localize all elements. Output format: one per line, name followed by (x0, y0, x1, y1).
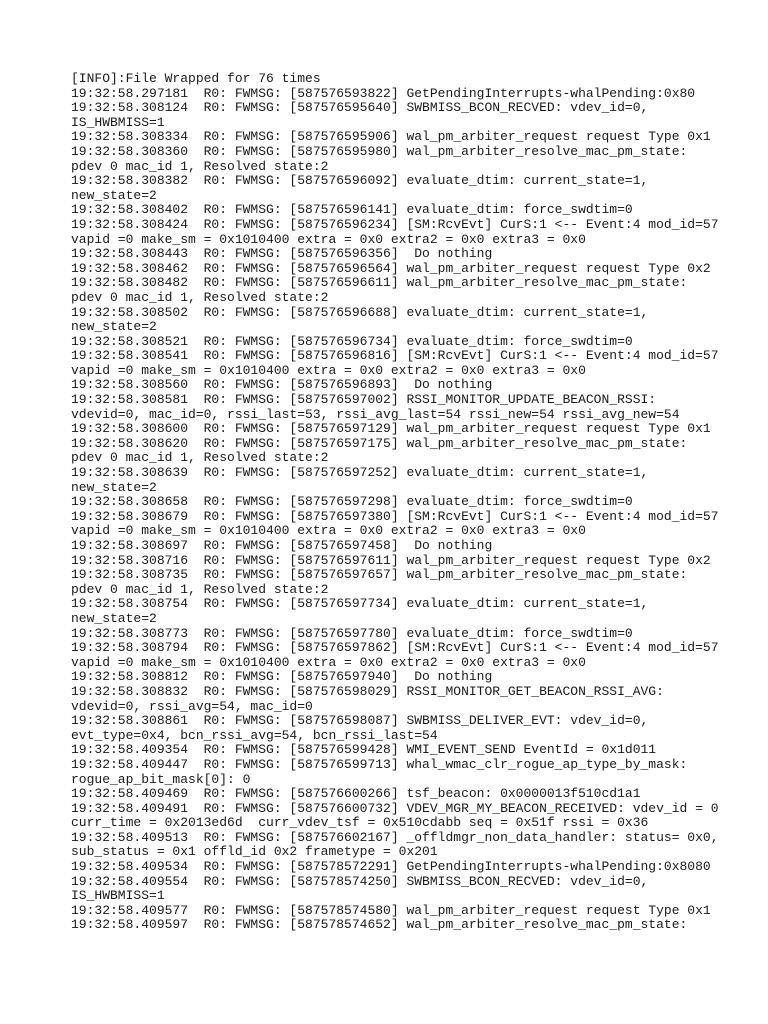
log-line: vapid =0 make_sm = 0x1010400 extra = 0x0 extra2 = 0x0 extra3 = 0x0 (71, 523, 586, 539)
log-line: vapid =0 make_sm = 0x1010400 extra = 0x0 extra2 = 0x0 extra3 = 0x0 (71, 231, 586, 247)
log-line: vdevid=0, rssi_avg=54, mac_id=0 (71, 698, 313, 714)
log-line: vdevid=0, mac_id=0, rssi_last=53, rssi_avg_last=54 rssi_new=54 rssi_avg_new=54 (71, 406, 680, 422)
log-line: vapid =0 make_sm = 0x1010400 extra = 0x0 extra2 = 0x0 extra3 = 0x0 (71, 654, 586, 670)
log-line: 19:32:58.308334 R0: FWMSG: [587576595906] wal_pm_arbiter_request request Type 0x1 (71, 129, 711, 145)
log-line: 19:32:58.308620 R0: FWMSG: [587576597175] wal_pm_arbiter_resolve_mac_pm_state: (71, 435, 688, 451)
log-line: pdev 0 mac_id 1, Resolved state:2 (71, 581, 329, 597)
log-line: 19:32:58.409577 R0: FWMSG: [587578574580] wal_pm_arbiter_request request Type 0x1 (71, 902, 711, 918)
log-line: 19:32:58.308861 R0: FWMSG: [587576598087] SWBMISS_DELIVER_EVT: vdev_id=0, (71, 713, 649, 729)
log-line: 19:32:58.308658 R0: FWMSG: [587576597298] evaluate_dtim: force_swdtim=0 (71, 494, 633, 510)
log-line: IS_HWBMISS=1 (71, 114, 165, 130)
log-line: pdev 0 mac_id 1, Resolved state:2 (71, 450, 329, 466)
log-line: 19:32:58.308521 R0: FWMSG: [587576596734] evaluate_dtim: force_swdtim=0 (71, 333, 633, 349)
log-line: 19:32:58.308360 R0: FWMSG: [587576595980] wal_pm_arbiter_resolve_mac_pm_state: (71, 143, 688, 159)
log-line: IS_HWBMISS=1 (71, 888, 165, 904)
log-line: 19:32:58.409597 R0: FWMSG: [587578574652] wal_pm_arbiter_resolve_mac_pm_state: (71, 917, 688, 933)
log-line: 19:32:58.409447 R0: FWMSG: [587576599713] whal_wmac_clr_rogue_ap_type_by_mask: (71, 756, 688, 772)
log-line: new_state=2 (71, 479, 157, 495)
log-line: 19:32:58.308560 R0: FWMSG: [587576596893] Do nothing (71, 377, 493, 393)
log-line: 19:32:58.308424 R0: FWMSG: [587576596234] [SM:RcvEvt] CurS:1 <-- Event:4 mod_id=57 (71, 216, 719, 232)
log-line: 19:32:58.308124 R0: FWMSG: [587576595640] SWBMISS_BCON_RECVED: vdev_id=0, (71, 100, 649, 116)
log-line: 19:32:58.308794 R0: FWMSG: [587576597862] [SM:RcvEvt] CurS:1 <-- Event:4 mod_id=57 (71, 640, 719, 656)
log-line: new_state=2 (71, 187, 157, 203)
log-line: 19:32:58.409354 R0: FWMSG: [587576599428] WMI_EVENT_SEND EventId = 0x1d011 (71, 742, 657, 758)
log-line: 19:32:58.308716 R0: FWMSG: [587576597611] wal_pm_arbiter_request request Type 0x2 (71, 552, 711, 568)
log-line: 19:32:58.308754 R0: FWMSG: [587576597734] evaluate_dtim: current_state=1, (71, 596, 649, 612)
log-line: new_state=2 (71, 319, 157, 335)
log-line: 19:32:58.308679 R0: FWMSG: [587576597380] [SM:RcvEvt] CurS:1 <-- Event:4 mod_id=57 (71, 508, 719, 524)
log-line: 19:32:58.308639 R0: FWMSG: [587576597252] evaluate_dtim: current_state=1, (71, 465, 649, 481)
log-line: 19:32:58.308581 R0: FWMSG: [587576597002] RSSI_MONITOR_UPDATE_BEACON_RSSI: (71, 392, 657, 408)
log-line: 19:32:58.308382 R0: FWMSG: [587576596092] evaluate_dtim: current_state=1, (71, 173, 649, 189)
log-line: curr_time = 0x2013ed6d curr_vdev_tsf = 0x510cdabb seq = 0x51f rssi = 0x36 (71, 815, 649, 831)
log-line: 19:32:58.308541 R0: FWMSG: [587576596816] [SM:RcvEvt] CurS:1 <-- Event:4 mod_id=57 (71, 348, 719, 364)
log-line: 19:32:58.297181 R0: FWMSG: [587576593822] GetPendingInterrupts-whalPending:0x80 (71, 85, 696, 101)
log-view (71, 72, 731, 933)
log-line: 19:32:58.308443 R0: FWMSG: [587576596356] Do nothing (71, 246, 493, 262)
log-line: 19:32:58.409491 R0: FWMSG: [587576600732] VDEV_MGR_MY_BEACON_RECEIVED: vdev_id = 0 (71, 800, 719, 816)
log-line: 19:32:58.308482 R0: FWMSG: [587576596611] wal_pm_arbiter_resolve_mac_pm_state: (71, 275, 688, 291)
log-line: pdev 0 mac_id 1, Resolved state:2 (71, 158, 329, 174)
log-line: vapid =0 make_sm = 0x1010400 extra = 0x0 extra2 = 0x0 extra3 = 0x0 (71, 362, 586, 378)
log-line: 19:32:58.308502 R0: FWMSG: [587576596688] evaluate_dtim: current_state=1, (71, 304, 649, 320)
log-line: 19:32:58.409513 R0: FWMSG: [587576602167] _offldmgr_non_data_handler: status= 0x0, (71, 829, 719, 845)
log-line: new_state=2 (71, 610, 157, 626)
log-line: 19:32:58.308773 R0: FWMSG: [587576597780] evaluate_dtim: force_swdtim=0 (71, 625, 633, 641)
log-line: 19:32:58.409554 R0: FWMSG: [587578574250] SWBMISS_BCON_RECVED: vdev_id=0, (71, 873, 649, 889)
log-line: 19:32:58.308812 R0: FWMSG: [587576597940] Do nothing (71, 669, 493, 685)
log-line: 19:32:58.409534 R0: FWMSG: [587578572291] GetPendingInterrupts-whalPending:0x8080 (71, 859, 711, 875)
log-line: 19:32:58.308735 R0: FWMSG: [587576597657] wal_pm_arbiter_resolve_mac_pm_state: (71, 567, 688, 583)
log-line: rogue_ap_bit_mask[0]: 0 (71, 771, 251, 787)
log-line: 19:32:58.308462 R0: FWMSG: [587576596564] wal_pm_arbiter_request request Type 0x2 (71, 260, 711, 276)
log-line: 19:32:58.308697 R0: FWMSG: [587576597458] Do nothing (71, 538, 493, 553)
log-line: 19:32:58.308402 R0: FWMSG: [587576596141] evaluate_dtim: force_swdtim=0 (71, 202, 633, 218)
log-line: [INFO]:File Wrapped for 76 times (71, 71, 321, 86)
log-line: pdev 0 mac_id 1, Resolved state:2 (71, 289, 329, 305)
log-line: evt_type=0x4, bcn_rssi_avg=54, bcn_rssi_last=54 (71, 727, 438, 743)
log-line: 19:32:58.308832 R0: FWMSG: [587576598029] RSSI_MONITOR_GET_BEACON_RSSI_AVG: (71, 683, 664, 699)
log-line: 19:32:58.409469 R0: FWMSG: [587576600266] tsf_beacon: 0x0000013f510cd1a1 (71, 786, 641, 802)
log-line: 19:32:58.308600 R0: FWMSG: [587576597129] wal_pm_arbiter_request request Type 0x1 (71, 421, 711, 437)
log-line: sub_status = 0x1 offld_id 0x2 frametype = 0x201 (71, 844, 438, 860)
